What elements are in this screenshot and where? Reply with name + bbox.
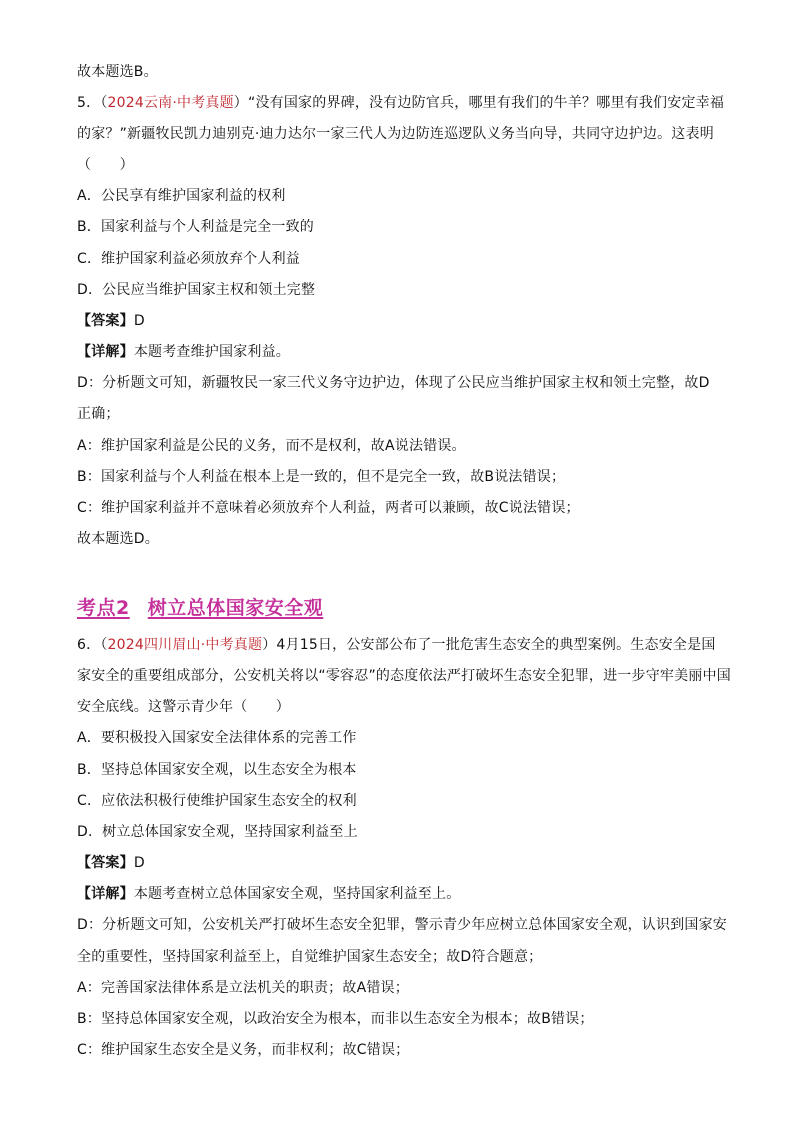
- question-5-number: 5．: [77, 95, 101, 111]
- answer-label: 【答案】: [77, 855, 134, 871]
- question-5-analysis-1: D：分析题文可知，新疆牧民一家三代义务守边护边，体现了公民应当维护国家主权和领土完整，故D: [77, 375, 710, 391]
- question-5-option-c: C．维护国家利益必须放弃个人利益: [77, 251, 300, 267]
- question-6-stem-line-1: [77, 636, 716, 654]
- detail-label: 【详解】: [77, 344, 134, 360]
- question-6-stem-line-2: 家安全的重要组成部分，公安机关将以“零容忍”的态度依法严打破坏生态安全犯罪，进一步守牢美丽中国: [77, 668, 731, 684]
- question-5-analysis-2: 正确；: [77, 406, 120, 422]
- question-5-stem-line-1: [77, 94, 724, 112]
- section-title: 树立总体国家安全观: [147, 597, 324, 619]
- section-heading: [77, 596, 323, 620]
- question-5-option-a: A．公民享有维护国家利益的权利: [77, 188, 286, 204]
- question-5-analysis-4: B：国家利益与个人利益在根本上是一致的，但不是完全一致，故B说法错误；: [77, 469, 566, 485]
- detail-text: 本题考查树立总体国家安全观，坚持国家利益至上。: [133, 886, 461, 902]
- question-5-option-d: D．公民应当维护国家主权和领土完整: [77, 282, 316, 298]
- question-6-detail: [77, 885, 460, 903]
- section-label: 考点2: [77, 597, 130, 619]
- question-6-analysis-3: A：完善国家法律体系是立法机关的职责；故A错误；: [77, 980, 409, 996]
- detail-text: 本题考查维护国家利益。: [133, 344, 291, 360]
- answer-value: D: [133, 855, 145, 871]
- question-5-detail: [77, 343, 290, 361]
- prev-conclusion: 故本题选B。: [77, 64, 158, 80]
- question-6-option-a: A．要积极投入国家安全法律体系的完善工作: [77, 730, 357, 746]
- question-6-option-c: C．应依法积极行使维护国家生态安全的权利: [77, 793, 357, 809]
- question-6-analysis-1: D：分析题文可知，公安机关严打破坏生态安全犯罪，警示青少年应树立总体国家安全观，认识到国家安: [77, 917, 727, 933]
- question-6-option-b: B．坚持总体国家安全观，以生态安全为根本: [77, 762, 357, 778]
- question-5-analysis-5: C：维护国家利益并不意味着必须放弃个人利益，两者可以兼顾，故C说法错误；: [77, 500, 580, 516]
- question-6-number: 6．: [77, 637, 101, 653]
- question-5-analysis-3: A：维护国家利益是公民的义务，而不是权利，故A说法错误。: [77, 438, 466, 454]
- question-5-answer: [77, 312, 145, 330]
- source-close: ）: [233, 95, 248, 111]
- question-6-source: 2024四川眉山·中考真题: [107, 637, 263, 653]
- question-6-answer: [77, 854, 145, 872]
- question-6-analysis-2: 全的重要性，坚持国家利益至上，自觉维护国家生态安全；故D符合题意；: [77, 949, 543, 965]
- question-5-stem-line-2: 的家？”新疆牧民凯力迪别克·迪力达尔一家三代人为边防连巡逻队义务当向导，共同守边护边。这表明: [77, 126, 714, 142]
- source-close: ）: [262, 637, 277, 653]
- source-open: （: [100, 637, 108, 653]
- detail-label: 【详解】: [77, 886, 134, 902]
- question-5-source: 2024云南·中考真题: [107, 95, 234, 111]
- question-5-option-b: B．国家利益与个人利益是完全一致的: [77, 219, 315, 235]
- source-open: （: [100, 95, 108, 111]
- question-6-analysis-4: B：坚持总体国家安全观，以政治安全为根本，而非以生态安全为根本；故B错误；: [77, 1011, 594, 1027]
- answer-value: D: [133, 313, 145, 329]
- question-6-analysis-5: C：维护国家生态安全是义务，而非权利；故C错误；: [77, 1042, 410, 1058]
- answer-label: 【答案】: [77, 313, 134, 329]
- question-6-option-d: D．树立总体国家安全观，坚持国家利益至上: [77, 824, 358, 840]
- question-6-stem-line-3: 安全底线。这警示青少年（ ）: [77, 699, 290, 715]
- question-6-stem-text: 4月15日，公安部公布了一批危害生态安全的典型案例。生态安全是国: [276, 637, 716, 653]
- question-5-stem-text: “没有国家的界碑，没有边防官兵，哪里有我们的牛羊？哪里有我们安定幸福: [248, 95, 725, 111]
- question-5-stem-line-3: （ ）: [77, 157, 134, 173]
- question-5-conclusion: 故本题选D。: [77, 531, 159, 547]
